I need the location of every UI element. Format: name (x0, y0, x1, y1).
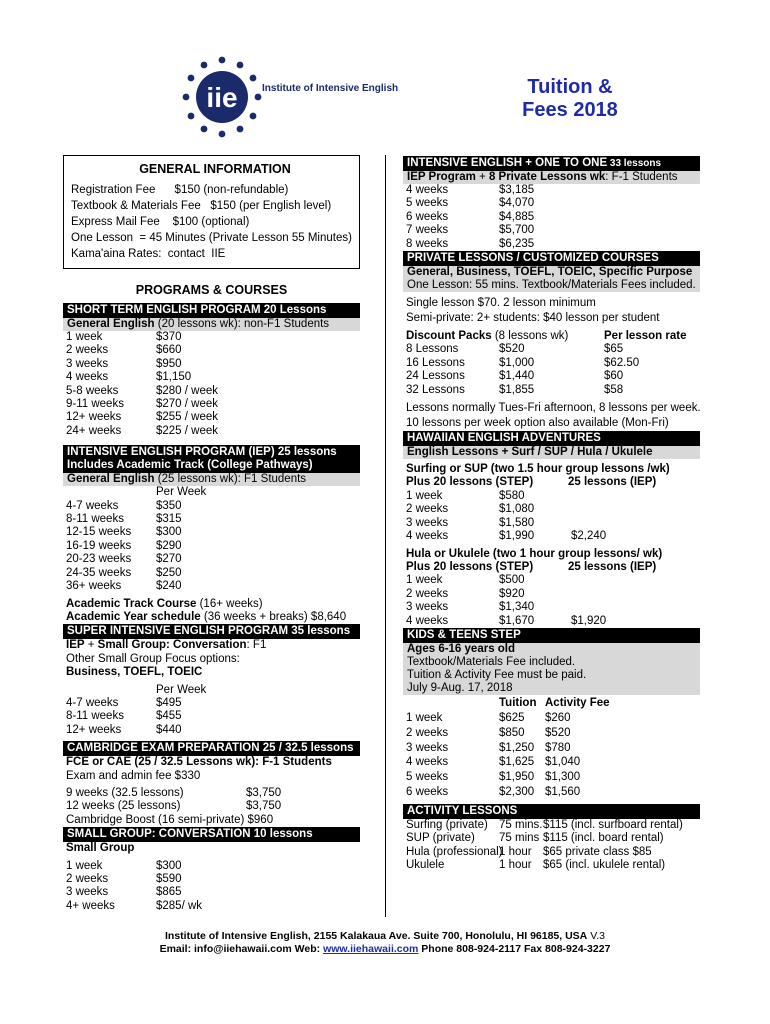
price-cell: $2,240 (571, 530, 607, 543)
small-group-header: SMALL GROUP: CONVERSATION 10 lessons (63, 827, 360, 842)
intensive-one-to-one-header: INTENSIVE ENGLISH + ONE TO ONE 33 lessons (403, 156, 700, 171)
kids-sub4: July 9-Aug. 17, 2018 (403, 682, 700, 695)
price-cell: $1,080 (499, 503, 535, 516)
price-row (403, 588, 700, 601)
price-cell: 24 Lessons (406, 370, 465, 383)
activity-prices (403, 819, 700, 873)
price-cell: 4 weeks (406, 756, 449, 769)
cambridge-header: CAMBRIDGE EXAM PREPARATION 25 / 32.5 lessons (63, 741, 360, 756)
price-cell: $270 / week (156, 398, 219, 411)
price-row (63, 513, 360, 526)
price-cell: 16 Lessons (406, 356, 465, 369)
price-cell: $350 (156, 499, 182, 512)
short-term-sub: General English (20 lessons wk): non-F1 Students (63, 318, 360, 331)
price-cell: $1,040 (545, 756, 581, 769)
price-cell: 2 weeks (406, 587, 449, 600)
price-cell: 36+ weeks (66, 580, 122, 593)
price-cell: $950 (156, 357, 182, 370)
price-cell: 4 weeks (406, 614, 449, 627)
price-cell: 1 week (66, 859, 103, 872)
price-cell: 1 hour (499, 845, 532, 858)
price-row (63, 500, 360, 513)
hula-subheading: Plus 20 lessons (STEP) 25 lessons (IEP) (406, 560, 657, 573)
super-prices (63, 697, 360, 737)
price-cell: $580 (499, 489, 525, 502)
price-cell: $1,440 (499, 370, 535, 383)
price-cell: 1 hour (499, 858, 532, 871)
price-cell: $3,185 (499, 184, 535, 196)
price-cell: $780 (545, 741, 571, 754)
price-row (63, 526, 360, 539)
price-cell: 16-19 weeks (66, 539, 132, 552)
super-perweek: Per Week (156, 683, 207, 696)
price-cell: 3 weeks (406, 741, 449, 754)
price-cell: $60 (604, 370, 624, 383)
price-row (403, 819, 700, 832)
price-row (63, 331, 360, 344)
price-cell: 4-7 weeks (66, 499, 119, 512)
price-row (403, 370, 700, 383)
price-cell: $2,300 (499, 785, 535, 798)
price-row (63, 425, 360, 438)
price-row (63, 697, 360, 710)
price-cell: 12+ weeks (66, 723, 122, 736)
price-cell: $65 (604, 343, 624, 356)
price-cell: $115 (incl. board rental) (543, 832, 664, 845)
price-cell: $590 (156, 873, 182, 885)
cambridge-line2: Exam and admin fee $330 (66, 769, 201, 782)
iep-prices (63, 500, 360, 594)
price-cell: 6 weeks (406, 210, 449, 223)
price-row (403, 224, 700, 237)
price-cell: $300 (156, 526, 182, 539)
price-cell: $660 (156, 344, 182, 357)
price-row (403, 238, 700, 251)
price-cell: $115 (incl. surfboard rental) (543, 818, 683, 831)
cambridge-row: 9 weeks (32.5 lessons) $3,750 (66, 786, 282, 799)
price-row (63, 873, 360, 886)
price-row (63, 358, 360, 371)
private-note1: Lessons normally Tues-Fri afternoon, 8 lessons per week. (406, 402, 701, 415)
price-cell: $240 (156, 580, 182, 593)
general-info-line: One Lesson = 45 Minutes (Private Lesson 55 Minutes) (71, 232, 352, 244)
price-cell: 4 weeks (406, 530, 449, 543)
price-row (63, 344, 360, 357)
price-cell: $1,300 (545, 771, 581, 784)
price-cell: $520 (545, 726, 571, 739)
super-intensive-header: SUPER INTENSIVE ENGLISH PROGRAM 35 lessons (63, 624, 360, 639)
price-cell: 1 week (406, 489, 443, 502)
price-cell: $1,625 (499, 756, 535, 769)
general-info-line: Registration Fee $150 (non-refundable) (71, 184, 289, 196)
general-info-line: Kama'aina Rates: contact IIE (71, 248, 226, 260)
price-cell: 3 weeks (66, 357, 109, 370)
hawaiian-header: HAWAIIAN ENGLISH ADVENTURES (403, 431, 700, 446)
price-row (63, 398, 360, 411)
price-row (63, 724, 360, 737)
general-info-line: Textbook & Materials Fee $150 (per English level) (71, 200, 332, 212)
price-cell: $5,700 (499, 224, 535, 237)
price-cell: 24+ weeks (66, 424, 122, 437)
price-cell: $370 (156, 331, 182, 343)
price-row (403, 846, 700, 859)
hawaiian-sub: English Lessons + Surf / SUP / Hula / Ukulele (403, 446, 700, 459)
price-cell: $65 private class $85 (543, 845, 652, 858)
left-column (63, 155, 360, 913)
price-cell: 6 weeks (406, 785, 449, 798)
price-cell: $1,580 (499, 516, 535, 529)
price-cell: 1 week (66, 331, 103, 343)
price-row (63, 710, 360, 723)
hula-heading: Hula or Ukulele (two 1 hour group lessons/ wk) (406, 547, 663, 560)
hula-prices (403, 574, 700, 628)
kids-sub1: Ages 6-16 years old (403, 643, 700, 656)
price-cell: $58 (604, 383, 624, 396)
price-cell: 3 weeks (406, 601, 449, 614)
price-cell: 24-35 weeks (66, 566, 132, 579)
surf-prices (403, 490, 700, 544)
surf-heading: Surfing or SUP (two 1.5 hour group lessons /wk) (406, 463, 670, 476)
price-row (403, 357, 700, 370)
logo-text: iie (206, 82, 238, 113)
super-line2: Other Small Group Focus options: (66, 652, 240, 665)
private-single: Single lesson $70. 2 lesson minimum (406, 297, 596, 310)
page-title: Tuition & Fees 2018 (522, 76, 618, 121)
price-row (403, 343, 700, 356)
price-cell: $520 (499, 343, 525, 356)
price-cell: 8 Lessons (406, 343, 459, 356)
price-cell: 1 week (406, 711, 443, 724)
price-cell: $300 (156, 859, 182, 872)
cambridge-boost: Cambridge Boost (16 semi-private) $960 (66, 813, 274, 826)
price-cell: $500 (499, 574, 525, 587)
right-column (403, 156, 700, 872)
price-row (63, 567, 360, 580)
price-cell: 1 week (406, 574, 443, 587)
price-row (63, 371, 360, 384)
price-cell: 3 weeks (406, 516, 449, 529)
general-information-lines (71, 182, 359, 262)
academic-year: Academic Year schedule (36 weeks + breaks) $8,640 (66, 610, 347, 623)
cambridge-line1: FCE or CAE (25 / 32.5 Lessons wk): F-1 Students (66, 756, 332, 769)
price-cell: $270 (156, 553, 182, 566)
price-cell: 2 weeks (66, 344, 109, 357)
general-information-title: GENERAL INFORMATION (139, 162, 291, 176)
price-row (63, 860, 360, 873)
small-group-sub: Small Group (66, 842, 135, 855)
programs-title: PROGRAMS & COURSES (135, 283, 288, 297)
kids-header: KIDS & TEENS STEP (403, 628, 700, 643)
price-row (403, 517, 700, 530)
price-row (403, 490, 700, 503)
price-row (63, 886, 360, 899)
price-cell: 4+ weeks (66, 899, 115, 912)
private-lessons-header: PRIVATE LESSONS / CUSTOMIZED COURSES (403, 251, 700, 266)
discount-packs-prices (403, 343, 700, 397)
price-row (63, 411, 360, 424)
iep-sub: General English (25 lessons wk): F1 Students (63, 473, 360, 486)
price-cell: 2 weeks (406, 726, 449, 739)
website-link[interactable]: www.iiehawaii.com (323, 943, 419, 955)
logo (180, 55, 264, 142)
price-cell: $1,000 (499, 356, 535, 369)
intensive-one-to-one-sub: IEP Program + 8 Private Lessons wk: F-1 Students (403, 171, 700, 184)
price-cell: 8-11 weeks (66, 513, 124, 526)
price-row (403, 211, 700, 224)
price-row (403, 741, 700, 756)
short-term-header: SHORT TERM ENGLISH PROGRAM 20 Lessons (63, 303, 360, 318)
price-row (403, 197, 700, 210)
price-cell: 4-7 weeks (66, 696, 119, 709)
price-cell: 4 weeks (66, 371, 109, 384)
iep-header: INTENSIVE ENGLISH PROGRAM (IEP) 25 lessons Includes Academic Track (College Pathways) (63, 445, 360, 473)
price-cell: $255 / week (156, 411, 219, 424)
price-row (403, 184, 700, 197)
price-cell: $1,250 (499, 741, 535, 754)
kids-sub3: Tuition & Activity Fee must be paid. (403, 669, 700, 682)
price-row (63, 900, 360, 913)
price-row (403, 755, 700, 770)
price-cell: $280 / week (156, 384, 219, 397)
price-cell: $250 (156, 566, 182, 579)
price-cell: 8 weeks (406, 237, 449, 250)
price-cell: Ukulele (406, 858, 445, 871)
price-cell: $1,560 (545, 785, 581, 798)
price-cell: $625 (499, 711, 525, 724)
price-row (403, 601, 700, 614)
price-cell: $290 (156, 539, 182, 552)
price-cell: $1,150 (156, 371, 192, 384)
private-semi: Semi-private: 2+ students: $40 lesson per student (406, 312, 660, 325)
price-row (403, 503, 700, 516)
price-cell: 12+ weeks (66, 411, 122, 424)
price-cell: $1,920 (571, 614, 607, 627)
price-row (63, 553, 360, 566)
price-cell: 2 weeks (406, 503, 449, 516)
price-cell: $315 (156, 513, 182, 526)
price-cell: $865 (156, 886, 182, 899)
price-row (403, 859, 700, 872)
price-cell: $440 (156, 723, 182, 736)
discount-packs-header: Discount Packs (8 lessons wk) Per lesson rate (406, 330, 687, 343)
intensive-one-to-one-prices (403, 184, 700, 251)
small-group-prices (63, 860, 360, 914)
footer: Institute of Intensive English, 2155 Kalakaua Ave. Suite 700, Honolulu, HI 96185, USA V.3 Email: info@iiehawaii.com Web: www.iiehawaii.com Phone 808-924-2117 Fax 808-924-3227 (159, 930, 611, 955)
kids-sub2: Textbook/Materials Fee included. (403, 656, 700, 669)
price-cell: $260 (545, 711, 571, 724)
price-cell: 3 weeks (66, 886, 109, 899)
short-term-prices (63, 331, 360, 438)
price-cell: Hula (professional) (406, 845, 503, 858)
price-row (63, 385, 360, 398)
price-cell: 8-11 weeks (66, 710, 124, 723)
private-sub1: General, Business, TOEFL, TOEIC, Specific Purpose (403, 266, 700, 279)
price-cell: 75 mins (499, 832, 540, 845)
price-cell: $4,885 (499, 210, 535, 223)
surf-subheading: Plus 20 lessons (STEP) 25 lessons (IEP) (406, 476, 657, 489)
price-row (403, 711, 700, 726)
general-information-box (63, 155, 360, 269)
column-divider (385, 155, 386, 917)
price-row (403, 770, 700, 785)
kids-prices (403, 711, 700, 800)
price-cell: 7 weeks (406, 224, 449, 237)
price-cell: 9-11 weeks (66, 398, 124, 411)
price-cell: $62.50 (604, 356, 640, 369)
price-row (403, 615, 700, 628)
price-cell: $1,855 (499, 383, 535, 396)
price-row (403, 726, 700, 741)
price-cell: 4 weeks (406, 184, 449, 196)
price-row (63, 580, 360, 593)
price-cell: 32 Lessons (406, 383, 465, 396)
price-cell: 20-23 weeks (66, 553, 132, 566)
price-row (403, 785, 700, 800)
price-cell: $6,235 (499, 237, 535, 250)
price-cell: $850 (499, 726, 525, 739)
price-cell: $285/ wk (156, 899, 203, 912)
activity-header: ACTIVITY LESSONS (403, 804, 700, 819)
price-cell: $1,950 (499, 771, 535, 784)
price-cell: $455 (156, 710, 182, 723)
price-cell: $1,670 (499, 614, 535, 627)
price-cell: $495 (156, 696, 182, 709)
price-cell: $4,070 (499, 197, 535, 210)
price-cell: 5 weeks (406, 771, 449, 784)
price-row (63, 540, 360, 553)
price-cell: 12-15 weeks (66, 526, 132, 539)
price-cell: $1,340 (499, 601, 535, 614)
price-cell: $225 / week (156, 424, 219, 437)
price-cell: SUP (private) (406, 832, 475, 845)
price-cell: $920 (499, 587, 525, 600)
price-row (403, 530, 700, 543)
price-cell: 5-8 weeks (66, 384, 119, 397)
academic-track: Academic Track Course (16+ weeks) (66, 597, 263, 610)
price-cell: Surfing (private) (406, 818, 488, 831)
price-row (403, 574, 700, 587)
price-cell: 75 mins. (499, 818, 543, 831)
price-row (403, 384, 700, 397)
price-cell: 2 weeks (66, 873, 109, 885)
price-cell: 5 weeks (406, 197, 449, 210)
super-line1: IEP + Small Group: Conversation: F1 (66, 639, 267, 652)
price-row (403, 832, 700, 845)
general-info-line: Express Mail Fee $100 (optional) (71, 216, 250, 228)
cambridge-row: 12 weeks (25 lessons) $3,750 (66, 800, 282, 813)
price-cell: $1,990 (499, 530, 535, 543)
price-cell: $65 (incl. ukulele rental) (543, 858, 666, 871)
kids-col-headers: Tuition Activity Fee (499, 696, 610, 709)
super-line3: Business, TOEFL, TOEIC (66, 666, 203, 679)
private-note2: 10 lessons per week option also available (Mon-Fri) (406, 417, 669, 430)
private-sub2: One Lesson: 55 mins. Textbook/Materials Fees included. (403, 279, 700, 292)
iep-perweek: Per Week (156, 486, 207, 499)
org-name: Institute of Intensive English (262, 83, 399, 94)
